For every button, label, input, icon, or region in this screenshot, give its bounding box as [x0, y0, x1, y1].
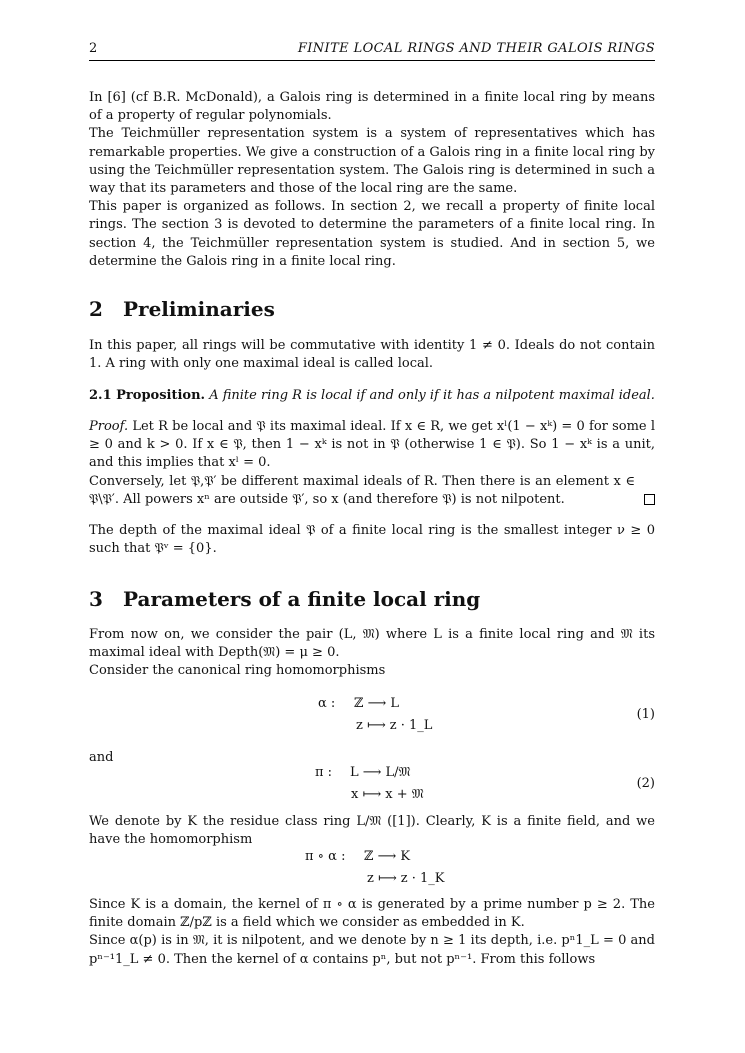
- section-3-heading: [89, 587, 480, 611]
- equation-2-line-2: x ⟼ x + 𝔐: [351, 787, 424, 802]
- equation-2-line-1: L ⟶ L/𝔐: [350, 765, 411, 780]
- section-2-title: Preliminaries: [123, 297, 275, 321]
- page-header: [89, 40, 655, 61]
- section-2-paragraph-1: [89, 337, 655, 373]
- homomorphisms-intro-text: Consider the canonical ring homomorphisms: [89, 663, 386, 679]
- proposition-label: 2.1 Proposition.: [89, 388, 206, 403]
- pair-definition-text: From now on, we consider the pair (L, 𝔐) where L is a finite local ring and 𝔐 its maximal ideal with Depth(𝔐) = μ ≥ 0.: [89, 627, 655, 661]
- equation-1: [89, 695, 655, 739]
- depth-paragraph: [89, 522, 655, 558]
- equation-1-tag: (1): [636, 707, 655, 722]
- section-3-title: Parameters of a finite local ring: [123, 587, 481, 611]
- preliminaries-text: In this paper, all rings will be commutative with identity 1 ≠ 0. Ideals do not contain 1. A ring with only one maximal ideal is called local.: [89, 338, 655, 372]
- introduction: [89, 89, 655, 271]
- running-title: FINITE LOCAL RINGS AND THEIR GALOIS RINGS: [297, 41, 655, 56]
- equation-2: [89, 764, 655, 808]
- section-2-heading: [89, 297, 275, 321]
- section-3-number: 3: [89, 587, 103, 611]
- depth-definition-text: The depth of the maximal ideal 𝔓 of a finite local ring is the smallest integer ν ≥ 0 such that 𝔓ᵛ = {0}.: [89, 523, 655, 557]
- qed-square-icon: [644, 494, 655, 505]
- equation-2-tag: (2): [636, 776, 655, 791]
- proof-block: [89, 418, 655, 509]
- proof-text-1: Let R be local and 𝔓 its maximal ideal. If x ∈ R, we get xˡ(1 − xᵏ) = 0 for some l ≥ 0 and k > 0. If x ∈ 𝔓, then 1 − xᵏ is not in 𝔓 (otherwise 1 ∈ 𝔓). So 1 − xᵏ is a unit, and this implies that xˡ = 0.: [89, 419, 655, 471]
- intro-paragraph-3: This paper is organized as follows. In section 2, we recall a property of finite local rings. The section 3 is devoted to determine the parameters of a finite local ring. In section 4, the Teichmüller representation system is studied. And in section 5, we determine the Galois ring in a finite local ring.: [89, 199, 655, 269]
- intro-paragraph-1: In [6] (cf B.R. McDonald), a Galois ring is determined in a finite local ring by means of a property of regular polynomials.: [89, 90, 655, 124]
- proof-label: Proof.: [89, 419, 129, 434]
- section-3-paragraph-1: [89, 626, 655, 681]
- section-2-number: 2: [89, 297, 103, 321]
- equation-3-line-2: z ⟼ z · 1_K: [367, 871, 445, 886]
- nilpotent-depth-text: Since α(p) is in 𝔐, it is nilpotent, and we denote by n ≥ 1 its depth, i.e. pⁿ1_L = 0 and pⁿ⁻¹1_L ≠ 0. Then the kernel of α contains pⁿ, but not pⁿ⁻¹. From this follows: [89, 933, 655, 967]
- page-number: 2: [89, 41, 98, 56]
- closing-paragraphs: [89, 896, 655, 969]
- proof-text-2: Conversely, let 𝔓,𝔓′ be different maximal ideals of R. Then there is an element x ∈ 𝔓\𝔓′. All powers xⁿ are outside 𝔓′, so x (and therefore 𝔓) is not nilpotent.: [89, 473, 635, 507]
- equation-3-label: π ∘ α :: [305, 849, 346, 864]
- intro-paragraph-2: The Teichmüller representation system is a system of representatives which has remarkable properties. We give a construction of a Galois ring in a finite local ring by using the Teichmüller representation system. The Galois ring is determined in such a way that its parameters and those of the local ring are the same.: [89, 126, 655, 197]
- residue-field-paragraph: [89, 813, 655, 849]
- prime-kernel-text: Since K is a domain, the kernel of π ∘ α is generated by a prime number p ≥ 2. The finite domain ℤ/pℤ is a field which we consider as embedded in K.: [89, 897, 655, 931]
- proposition-statement: A finite ring R is local if and only if it has a nilpotent maximal ideal.: [209, 388, 655, 403]
- equation-1-line-2: z ⟼ z · 1_L: [356, 718, 433, 733]
- equation-1-label: α :: [318, 696, 336, 711]
- equation-1-line-1: ℤ ⟶ L: [354, 696, 400, 711]
- equation-2-label: π :: [315, 765, 333, 780]
- equation-3: [89, 848, 655, 892]
- equation-3-line-1: ℤ ⟶ K: [364, 849, 411, 864]
- proposition-2-1: [89, 387, 655, 405]
- residue-field-text: We denote by K the residue class ring L/𝔐 ([1]). Clearly, K is a finite field, and we have the homomorphism: [89, 814, 655, 848]
- and-text: and: [89, 750, 114, 765]
